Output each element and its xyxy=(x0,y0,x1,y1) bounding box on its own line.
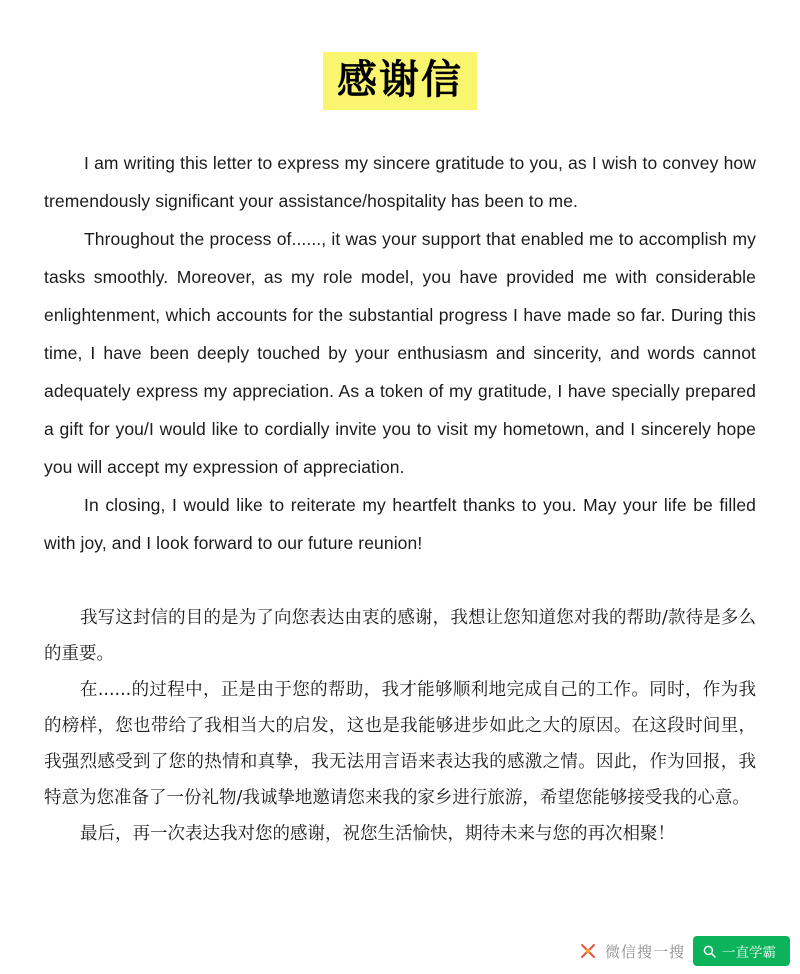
weixin-sousou-icon xyxy=(579,942,597,960)
english-body xyxy=(44,144,756,562)
page-title: 感谢信 xyxy=(323,52,477,110)
paragraph: In closing, I would like to reiterate my heartfelt thanks to you. May your life be filled with joy, and I look forward to our future reunion! xyxy=(44,495,756,553)
paragraph: 在......的过程中，正是由于您的帮助，我才能够顺利地完成自己的工作。同时，作为我的榜样，您也带给了我相当大的启发，这也是我能够进步如此之大的原因。在这段时间里，我强烈感受到了您的热情和真挚，我无法用言语来表达我的感激之情。因此，作为回报，我特意为您准备了一份礼物/我诚挚地邀请您来我的家乡进行旅游，希望您能够接受我的心意。 xyxy=(44,680,756,808)
watermark xyxy=(579,936,790,966)
paragraph: I am writing this letter to express my sincere gratitude to you, as I wish to convey how tremendously significant your assistance/hospitality has been to me. xyxy=(44,153,756,211)
paragraph: 最后，再一次表达我对您的感谢，祝您生活愉快，期待未来与您的再次相聚！ xyxy=(80,824,675,844)
title-container xyxy=(44,0,756,122)
paragraph: 我写这封信的目的是为了向您表达由衷的感谢，我想让您知道您对我的帮助/款待是多么的重要。 xyxy=(44,608,756,664)
chinese-body xyxy=(44,600,756,852)
paragraph: Throughout the process of......, it was your support that enabled me to accomplish my tasks smoothly. Moreover, as my role model, you have provided me with considerable enlightenment, which accounts for the substantial progress I have made so far. During this time, I have been deeply touched by your enthusiasm and sincerity, and words cannot adequately express my appreciation. As a token of my gratitude, I have specially prepared a gift for you/I would like to cordially invite you to visit my hometown, and I sincerely hope you will accept my expression of appreciation. xyxy=(44,229,756,477)
search-icon xyxy=(703,945,716,958)
watermark-label: 微信搜一搜 xyxy=(604,942,685,961)
search-pill-button[interactable] xyxy=(693,936,790,966)
search-pill-label: 一直学霸 xyxy=(722,945,776,961)
